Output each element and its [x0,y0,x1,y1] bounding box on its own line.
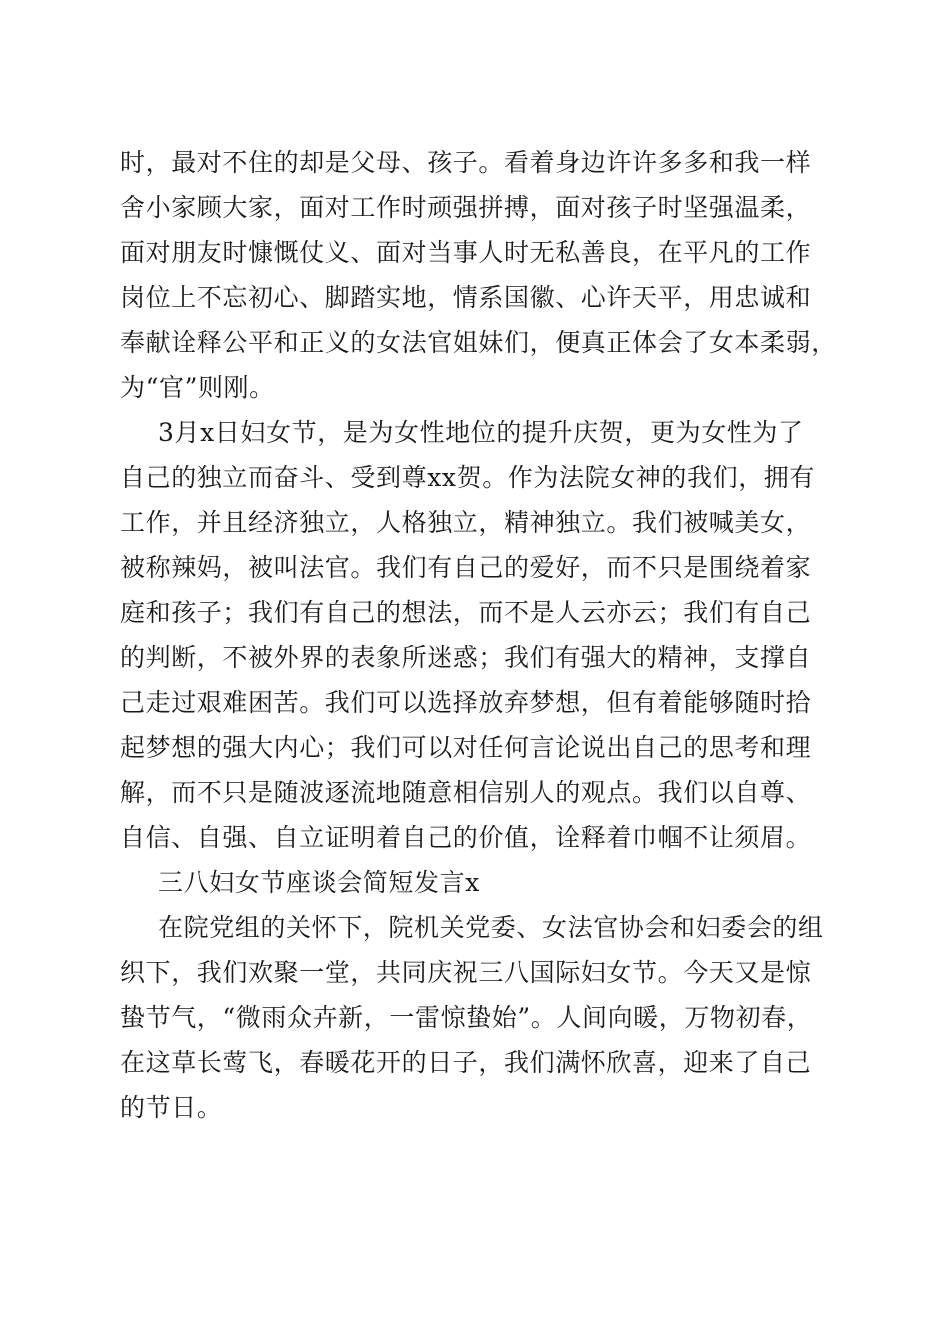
text-line: 工作，并且经济独立，人格独立，精神独立。我们被喊美女， [120,508,812,537]
text-line: 解，而不只是随波逐流地随意相信别人的观点。我们以自尊、 [120,778,812,807]
text-line: 起梦想的强大内心；我们可以对任何言论说出自己的思考和理 [120,733,812,762]
text-line: 庭和孩子；我们有自己的想法，而不是人云亦云；我们有自己 [120,598,812,627]
text-line: 的节日。 [120,1093,223,1122]
text-line: 时，最对不住的却是父母、孩子。看着身边许许多多和我一样 [120,148,812,177]
text-line: 的判断，不被外界的表象所迷惑；我们有强大的精神，支撑自 [120,643,812,672]
text-line: 为“官”则刚。 [120,373,275,402]
text-line: 自信、自强、自立证明着自己的价值，诠释着巾帼不让须眉。 [120,823,812,852]
text-line: 舍小家顾大家，面对工作时顽强拼搏，面对孩子时坚强温柔， [120,193,812,222]
paragraph-start-line: 在院党组的关怀下，院机关党委、女法官协会和妇委会的组 [158,913,824,942]
text-line: 面对朋友时慷慨仗义、面对当事人时无私善良，在平凡的工作 [120,238,812,267]
text-line: 被称辣妈，被叫法官。我们有自己的爱好，而不只是围绕着家 [120,553,812,582]
text-line: 蛰节气，“微雨众卉新，一雷惊蛰始”。人间向暖，万物初春， [120,1003,813,1032]
text-line: 在这草长莺飞，春暖花开的日子，我们满怀欣喜，迎来了自己 [120,1048,812,1077]
text-line: 织下，我们欢聚一堂，共同庆祝三八国际妇女节。今天又是惊 [120,958,812,987]
text-line: 自己的独立而奋斗、受到尊xx贺。作为法院女神的我们，拥有 [120,463,816,492]
paragraph-start-line: 3月x日妇女节，是为女性地位的提升庆贺，更为女性为了 [158,418,804,447]
section-heading: 三八妇女节座谈会简短发言x [158,868,480,897]
text-line: 己走过艰难困苦。我们可以选择放弃梦想，但有着能够随时拾 [120,688,812,717]
text-line: 奉献诠释公平和正义的女法官姐妹们，便真正体会了女本柔弱， [120,328,837,357]
document-body [120,140,840,1130]
text-line: 岗位上不忘初心、脚踏实地，情系国徽、心许天平，用忠诚和 [120,283,812,312]
